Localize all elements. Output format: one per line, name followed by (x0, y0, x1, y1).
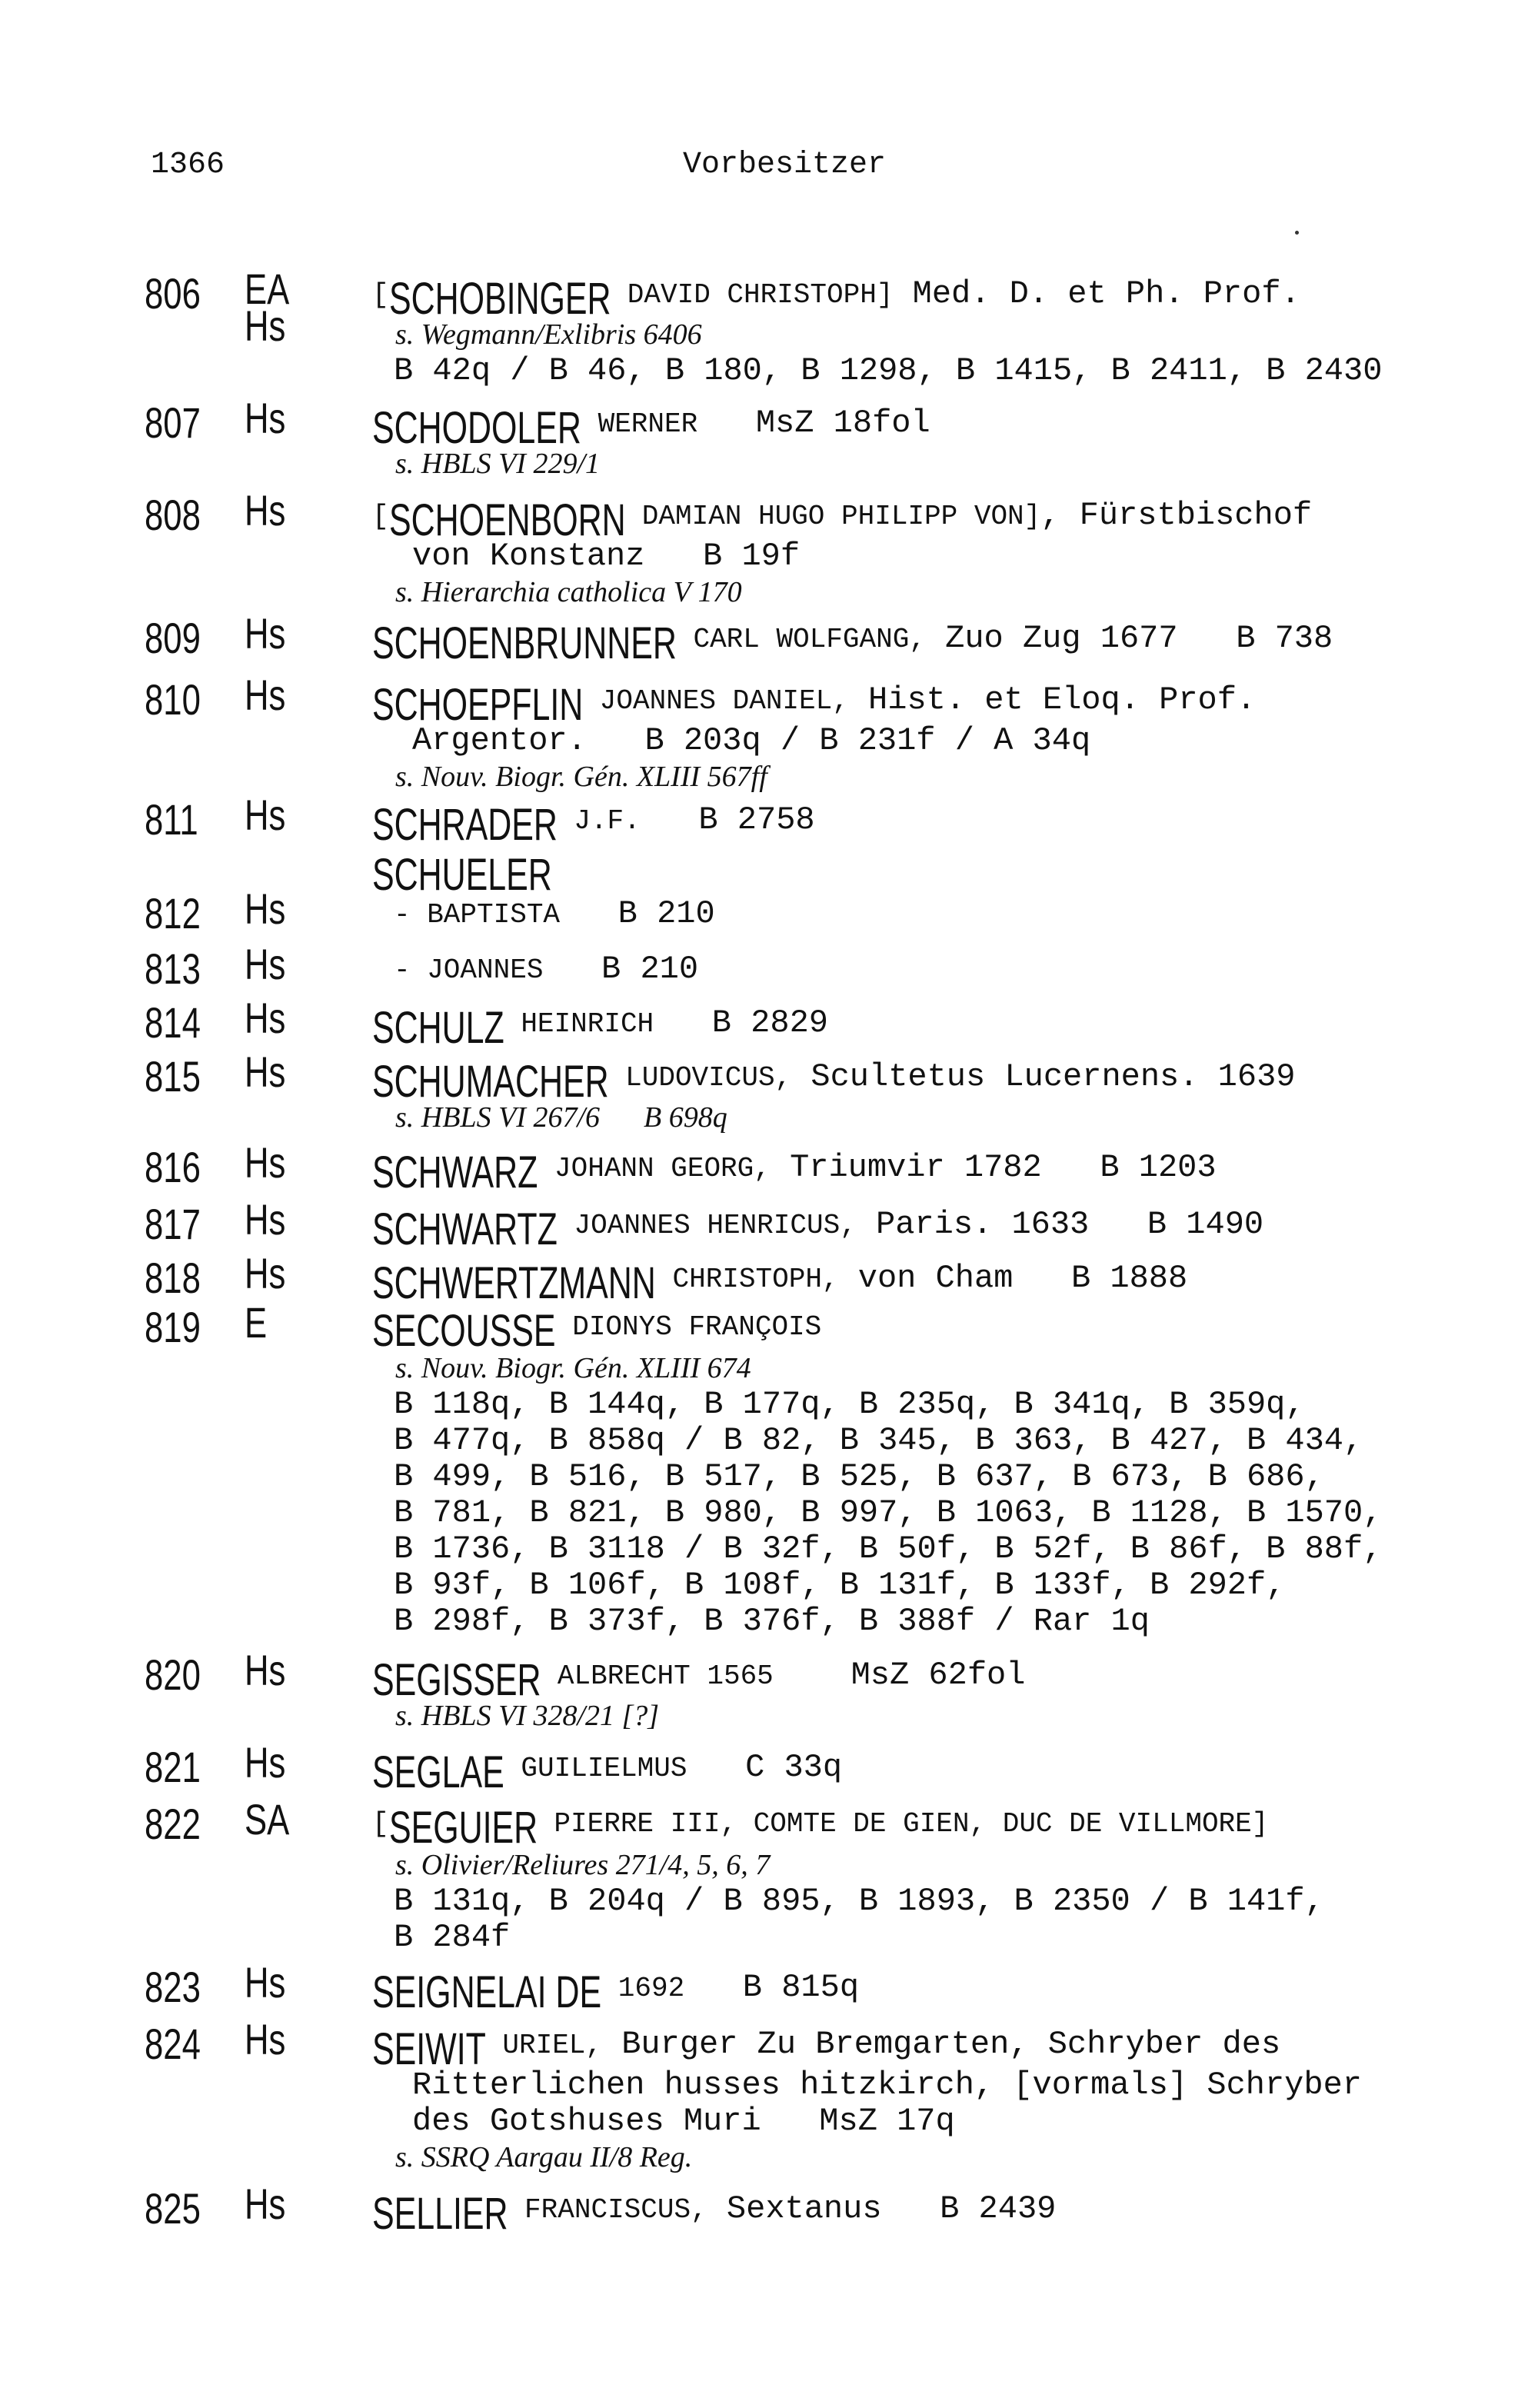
entry-heading (372, 1801, 1324, 1853)
holding-code-line: Hs (245, 1047, 286, 1096)
entry-body (372, 400, 930, 482)
entry-number: 818 (145, 1254, 201, 1302)
holding-code (245, 1795, 290, 1843)
surname: SCHOEPFLIN (372, 680, 584, 730)
given-names: ALBRECHT 1565 (541, 1660, 774, 1692)
entry-number: 809 (145, 614, 201, 662)
surname: SCHRADER (372, 800, 558, 850)
holding-code-line: Hs (245, 486, 286, 535)
entry-body (372, 2021, 1362, 2176)
entry-number: 813 (145, 944, 201, 993)
entry-number: 808 (145, 491, 201, 539)
holding-code-line: Hs (245, 1138, 286, 1187)
entry-heading (372, 1144, 1217, 1197)
holding-code-line: Hs (245, 1249, 286, 1297)
holding-code-line: SA (245, 1795, 290, 1843)
given-names: GUILIELMUS (504, 1753, 687, 1784)
shelfmark-list: B 42q / B 46, B 180, B 1298, B 1415, B 2411, B 2430 (394, 352, 1383, 389)
entry-heading (372, 891, 715, 937)
entry-text: B 210 (560, 895, 715, 932)
speck (1295, 231, 1299, 235)
entry-text: Zuo Zug 1677 B 738 (925, 620, 1333, 657)
holding-code (245, 1138, 286, 1187)
holding-code-line: Hs (245, 1195, 286, 1244)
entry-body (372, 1964, 860, 2017)
holding-code (245, 884, 286, 933)
shelfmark-list: B 298f, B 373f, B 376f, B 388f / Rar 1q (394, 1603, 1150, 1640)
entry-text: B 210 (543, 951, 699, 988)
entry-text: Hist. et Eloq. Prof. (848, 681, 1257, 718)
surname: SCHUMACHER (372, 1057, 609, 1107)
holding-code (245, 1646, 286, 1694)
holding-code (245, 486, 286, 535)
holding-code (245, 940, 286, 988)
entry-heading (372, 492, 1313, 545)
entry-heading (372, 1304, 1382, 1356)
entry-heading (372, 1744, 843, 1797)
entry-text: von Cham B 1888 (838, 1260, 1188, 1297)
surname: SEGISSER (372, 1655, 541, 1705)
holding-code-line: Hs (245, 609, 286, 658)
holding-code (245, 265, 290, 350)
entry-body (372, 946, 698, 992)
reference-line: s. HBLS VI 229/1 (395, 448, 600, 480)
entry-number: 815 (145, 1052, 201, 1101)
entry-text: Med. D. et Ph. Prof. (893, 275, 1300, 312)
reference-line: s. Nouv. Biogr. Gén. XLIII 567ff (395, 761, 767, 793)
holding-code (245, 671, 286, 719)
entry-body (372, 1652, 1025, 1734)
entry-text: Scultetus Lucernens. 1639 (791, 1058, 1296, 1095)
holding-code-line: Hs (245, 791, 286, 839)
holding-code (245, 1249, 286, 1297)
given-names: CARL WOLFGANG, (676, 624, 926, 655)
entry-body (372, 891, 715, 937)
given-names: DIONYS FRANÇOIS (555, 1311, 822, 1343)
holding-code-line: Hs (245, 1738, 286, 1787)
given-names: JOANNES HENRICUS, (557, 1210, 857, 1241)
entry-number: 810 (145, 675, 201, 724)
bracket: [ (372, 501, 389, 532)
reference-line: s. Hierarchia catholica V 170 (395, 576, 742, 608)
given-names: 1692 (601, 1973, 685, 2004)
continuation-line: von Konstanz B 19f (412, 538, 801, 575)
entry-heading (372, 2021, 1362, 2074)
holding-code-line: Hs (245, 1646, 286, 1694)
entry-text: B 2758 (640, 801, 815, 838)
shelfmark-list: B 284f (394, 1919, 511, 1956)
holding-code-line: Hs (245, 301, 286, 350)
holding-code (245, 1738, 286, 1787)
holding-code-line: EA (245, 265, 290, 313)
entry-number: 816 (145, 1143, 201, 1191)
reference-line: s. HBLS VI 328/21 [?] (395, 1700, 660, 1732)
entry-number: 822 (145, 1800, 201, 1848)
entry-heading (372, 1964, 860, 2017)
given-names: DAMIAN HUGO PHILIPP VON] (625, 501, 1041, 532)
continuation-line: des Gotshuses Muri MsZ 17q (412, 2103, 955, 2140)
bracket: [ (372, 1808, 389, 1840)
entry-body (372, 797, 815, 850)
surname: SELLIER (372, 2189, 508, 2239)
entry-body (372, 1744, 843, 1797)
holding-code-line: Hs (245, 884, 286, 933)
entry-text: , Fürstbischof (1040, 497, 1313, 534)
surname: SEIWIT (372, 2024, 486, 2074)
holding-code-line: E (245, 1298, 268, 1347)
given-names: J.F. (557, 805, 641, 837)
holding-code (245, 394, 286, 442)
given-names: HEINRICH (504, 1008, 654, 1040)
given-names: - BAPTISTA (394, 899, 561, 931)
entry-heading (372, 1000, 828, 1053)
holding-code (245, 609, 286, 658)
surname: SCHULZ (372, 1003, 504, 1053)
entry-text: Paris. 1633 B 1490 (856, 1206, 1264, 1243)
shelfmark-list: B 477q, B 858q / B 82, B 345, B 363, B 427, B 434, (394, 1422, 1363, 1459)
continuation-line: Ritterlichen husses hitzkirch, [vormals] Schryber (412, 2067, 1363, 2103)
holding-code-line: Hs (245, 2015, 286, 2063)
holding-code-line: Hs (245, 671, 286, 719)
entry-heading (372, 797, 815, 850)
entry-heading (372, 946, 698, 992)
entry-text: B 815q (684, 1969, 860, 2006)
surname: SEGLAE (372, 1747, 504, 1797)
entry-heading (372, 615, 1333, 668)
entry-body (372, 1801, 1324, 1956)
shelfmark-list: B 131q, B 204q / B 895, B 1893, B 2350 / B 141f, (394, 1883, 1324, 1920)
reference-line: s. SSRQ Aargau II/8 Reg. (395, 2141, 693, 2173)
entry-heading (372, 1652, 1026, 1705)
surname: SCHOENBORN (388, 495, 626, 545)
entry-number: 825 (145, 2184, 201, 2233)
entry-text: B 2829 (654, 1004, 828, 1041)
shelfmark-list: B 499, B 516, B 517, B 525, B 637, B 673, B 686, (394, 1458, 1324, 1495)
holding-code-line: Hs (245, 394, 286, 442)
entry-heading (372, 1255, 1188, 1308)
entry-text: Burger Zu Bremgarten, Schryber des (602, 2026, 1281, 2063)
shelfmark-list: B 781, B 821, B 980, B 997, B 1063, B 1128, B 1570, (394, 1494, 1383, 1531)
entry-body (372, 2186, 1057, 2239)
surname: SCHUELER (372, 850, 552, 900)
holding-code (245, 791, 286, 839)
entry-body (372, 1304, 1382, 1640)
surname: SECOUSSE (372, 1306, 556, 1356)
entry-number: 820 (145, 1650, 201, 1699)
running-title: Vorbesitzer (682, 148, 887, 182)
given-names: DAVID CHRISTOPH] (611, 279, 894, 311)
shelfmark-list: B 118q, B 144q, B 177q, B 235q, B 341q, B 359q, (394, 1386, 1305, 1423)
entry-number: 806 (145, 269, 201, 318)
given-names: JOHANN GEORG, (538, 1153, 771, 1184)
entry-number: 823 (145, 1963, 201, 2011)
page-number: 1366 (151, 148, 225, 182)
shelfmark-list: B 1736, B 3118 / B 32f, B 50f, B 52f, B 86f, B 88f, (394, 1530, 1383, 1567)
entry-body (372, 1054, 1295, 1136)
surname: SCHWERTZMANN (372, 1258, 656, 1308)
surname: SCHWARZ (372, 1147, 538, 1197)
entry-text: MsZ 62fol (773, 1657, 1026, 1694)
surname: SCHWARTZ (372, 1204, 558, 1254)
entry-heading (372, 400, 930, 453)
reference-line: s. Nouv. Biogr. Gén. XLIII 674 (395, 1352, 751, 1384)
holding-code (245, 1298, 268, 1347)
reference-line: s. Olivier/Reliures 271/4, 5, 6, 7 (395, 1849, 771, 1881)
entry-heading (372, 1201, 1264, 1254)
given-names: LUDOVICUS, (608, 1062, 792, 1094)
holding-code-line: Hs (245, 994, 286, 1042)
entry-number: 812 (145, 889, 201, 938)
holding-code (245, 2015, 286, 2063)
entry-text: C 33q (687, 1749, 843, 1786)
surname: SEGUIER (388, 1803, 538, 1853)
entry-number: 807 (145, 398, 201, 447)
holding-code-line: Hs (245, 940, 286, 988)
entry-text: Sextanus B 2439 (707, 2190, 1057, 2227)
holding-code (245, 994, 286, 1042)
entry-body (372, 1255, 1188, 1308)
holding-code (245, 1047, 286, 1096)
given-names: JOANNES DANIEL, (583, 685, 849, 717)
entry-heading (372, 677, 1257, 730)
shelfmark-list: B 93f, B 106f, B 108f, B 131f, B 133f, B 292f, (394, 1567, 1286, 1604)
holding-code (245, 2180, 286, 2228)
entry-body (372, 1000, 828, 1053)
entry-heading (372, 2186, 1057, 2239)
entry-body (372, 1144, 1217, 1197)
surname: SCHOENBRUNNER (372, 618, 677, 668)
entry-number: 819 (145, 1303, 201, 1351)
given-names: WERNER (581, 408, 698, 440)
given-names: FRANCISCUS, (508, 2194, 707, 2226)
surname: SEIGNELAI DE (372, 1967, 602, 2017)
entry-number: 821 (145, 1743, 201, 1791)
entry-heading (372, 271, 1382, 324)
holding-code (245, 1958, 286, 2007)
entry-body (372, 271, 1382, 389)
given-names: - JOANNES (394, 954, 544, 986)
entry-text: Triumvir 1782 B 1203 (770, 1149, 1217, 1186)
holding-code-line: Hs (245, 1958, 286, 2007)
bracket: [ (372, 279, 389, 311)
entry-number: 817 (145, 1200, 201, 1248)
entry-number: 824 (145, 2020, 201, 2068)
given-names: PIERRE III, COMTE DE GIEN, DUC DE VILLMORE] (537, 1808, 1269, 1840)
entry-body (372, 1201, 1264, 1254)
surname: SCHODOLER (372, 403, 581, 453)
entry-body (372, 677, 1256, 795)
holding-code-line: Hs (245, 2180, 286, 2228)
given-names: CHRISTOPH, (655, 1264, 839, 1295)
continuation-line: Argentor. B 203q / B 231f / A 34q (412, 722, 1091, 759)
entry-number: 811 (145, 795, 198, 844)
entry-body (372, 615, 1333, 668)
given-names: URIEL, (485, 2030, 603, 2061)
entry-text: MsZ 18fol (697, 405, 930, 441)
holding-code (245, 1195, 286, 1244)
surname: SCHOBINGER (388, 274, 611, 324)
reference-line: s. Wegmann/Exlibris 6406 (395, 318, 702, 351)
entry-heading (372, 1054, 1296, 1107)
entry-body (372, 492, 1312, 611)
entry-number: 814 (145, 998, 201, 1047)
reference-line: s. HBLS VI 267/6 B 698q (395, 1101, 727, 1134)
